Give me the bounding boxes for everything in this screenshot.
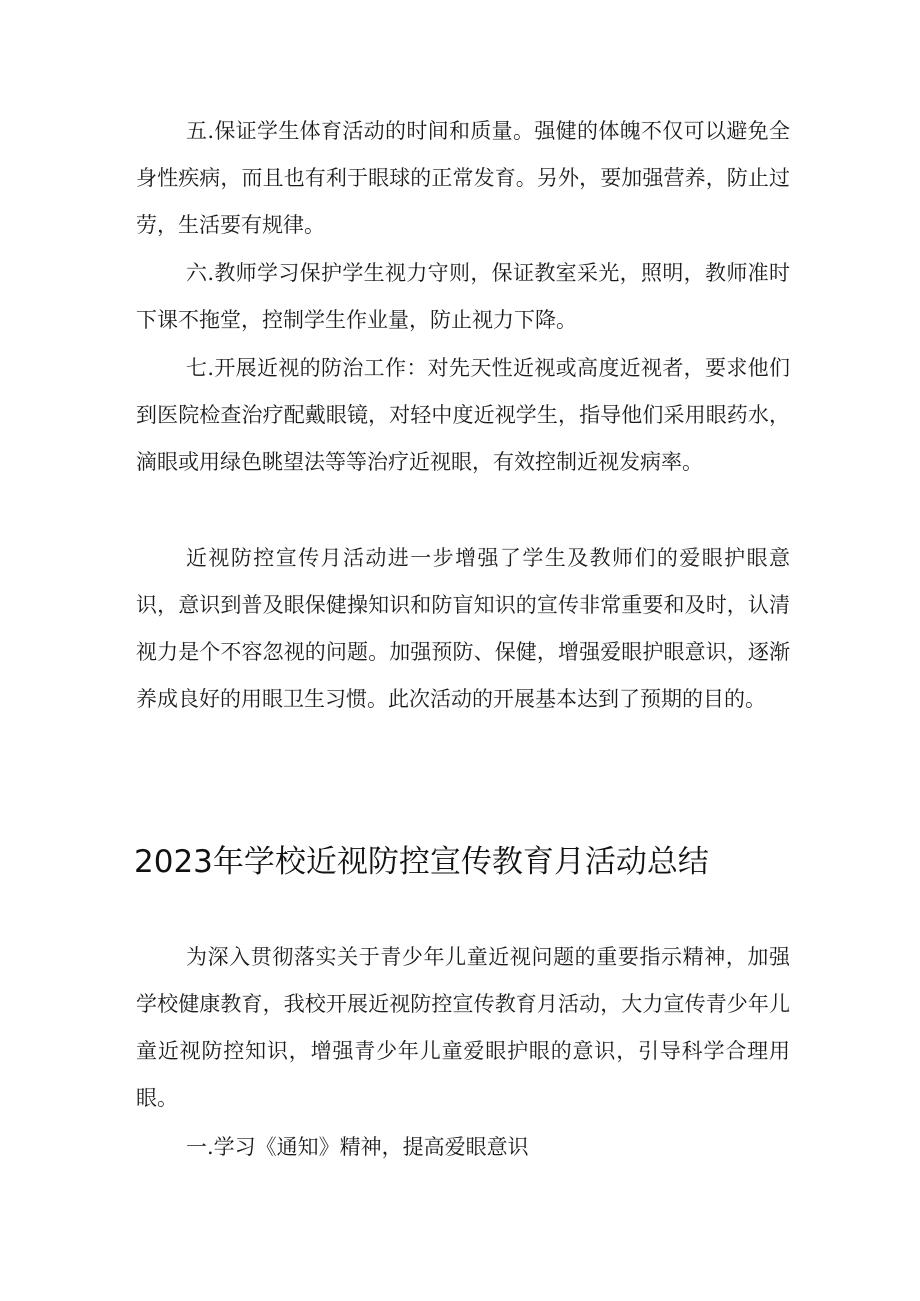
- paragraph-summary: 近视防控宣传月活动进一步增强了学生及教师们的爱眼护眼意识，意识到普及眼保健操知识和防盲知识的宣传非常重要和及时，认清视力是个不容忽视的问题。加强预防、保健，增强爱眼护眼意识，逐渐养成良好的用眼卫生习惯。此次活动的开展基本达到了预期的目的。: [136, 546, 790, 711]
- paragraph-seven: 七.开展近视的防治工作：对先天性近视或高度近视者，要求他们到医院检查治疗配戴眼镜，对轻中度近视学生，指导他们采用眼药水，滴眼或用绿色眺望法等等治疗近视眼，有效控制近视发病率。: [136, 356, 790, 474]
- paragraph-intro: 为深入贯彻落实关于青少年儿童近视问题的重要指示精神，加强学校健康教育，我校开展近视防控宣传教育月活动，大力宣传青少年儿童近视防控知识，增强青少年儿童爱眼护眼的意识，引导科学合理用眼。: [136, 945, 790, 1110]
- paragraph-six: 六.教师学习保护学生视力守则，保证教室采光，照明，教师准时下课不拖堂，控制学生作业量，防止视力下降。: [136, 261, 790, 332]
- paragraph-section-one: 一.学习《通知》精神，提高爱眼意识: [186, 1135, 529, 1159]
- section-title: 2023年学校近视防控宣传教育月活动总结: [134, 844, 709, 880]
- paragraph-five: 五.保证学生体育活动的时间和质量。强健的体魄不仅可以避免全身性疾病，而且也有利于眼球的正常发育。另外，要加强营养，防止过劳，生活要有规律。: [136, 119, 790, 237]
